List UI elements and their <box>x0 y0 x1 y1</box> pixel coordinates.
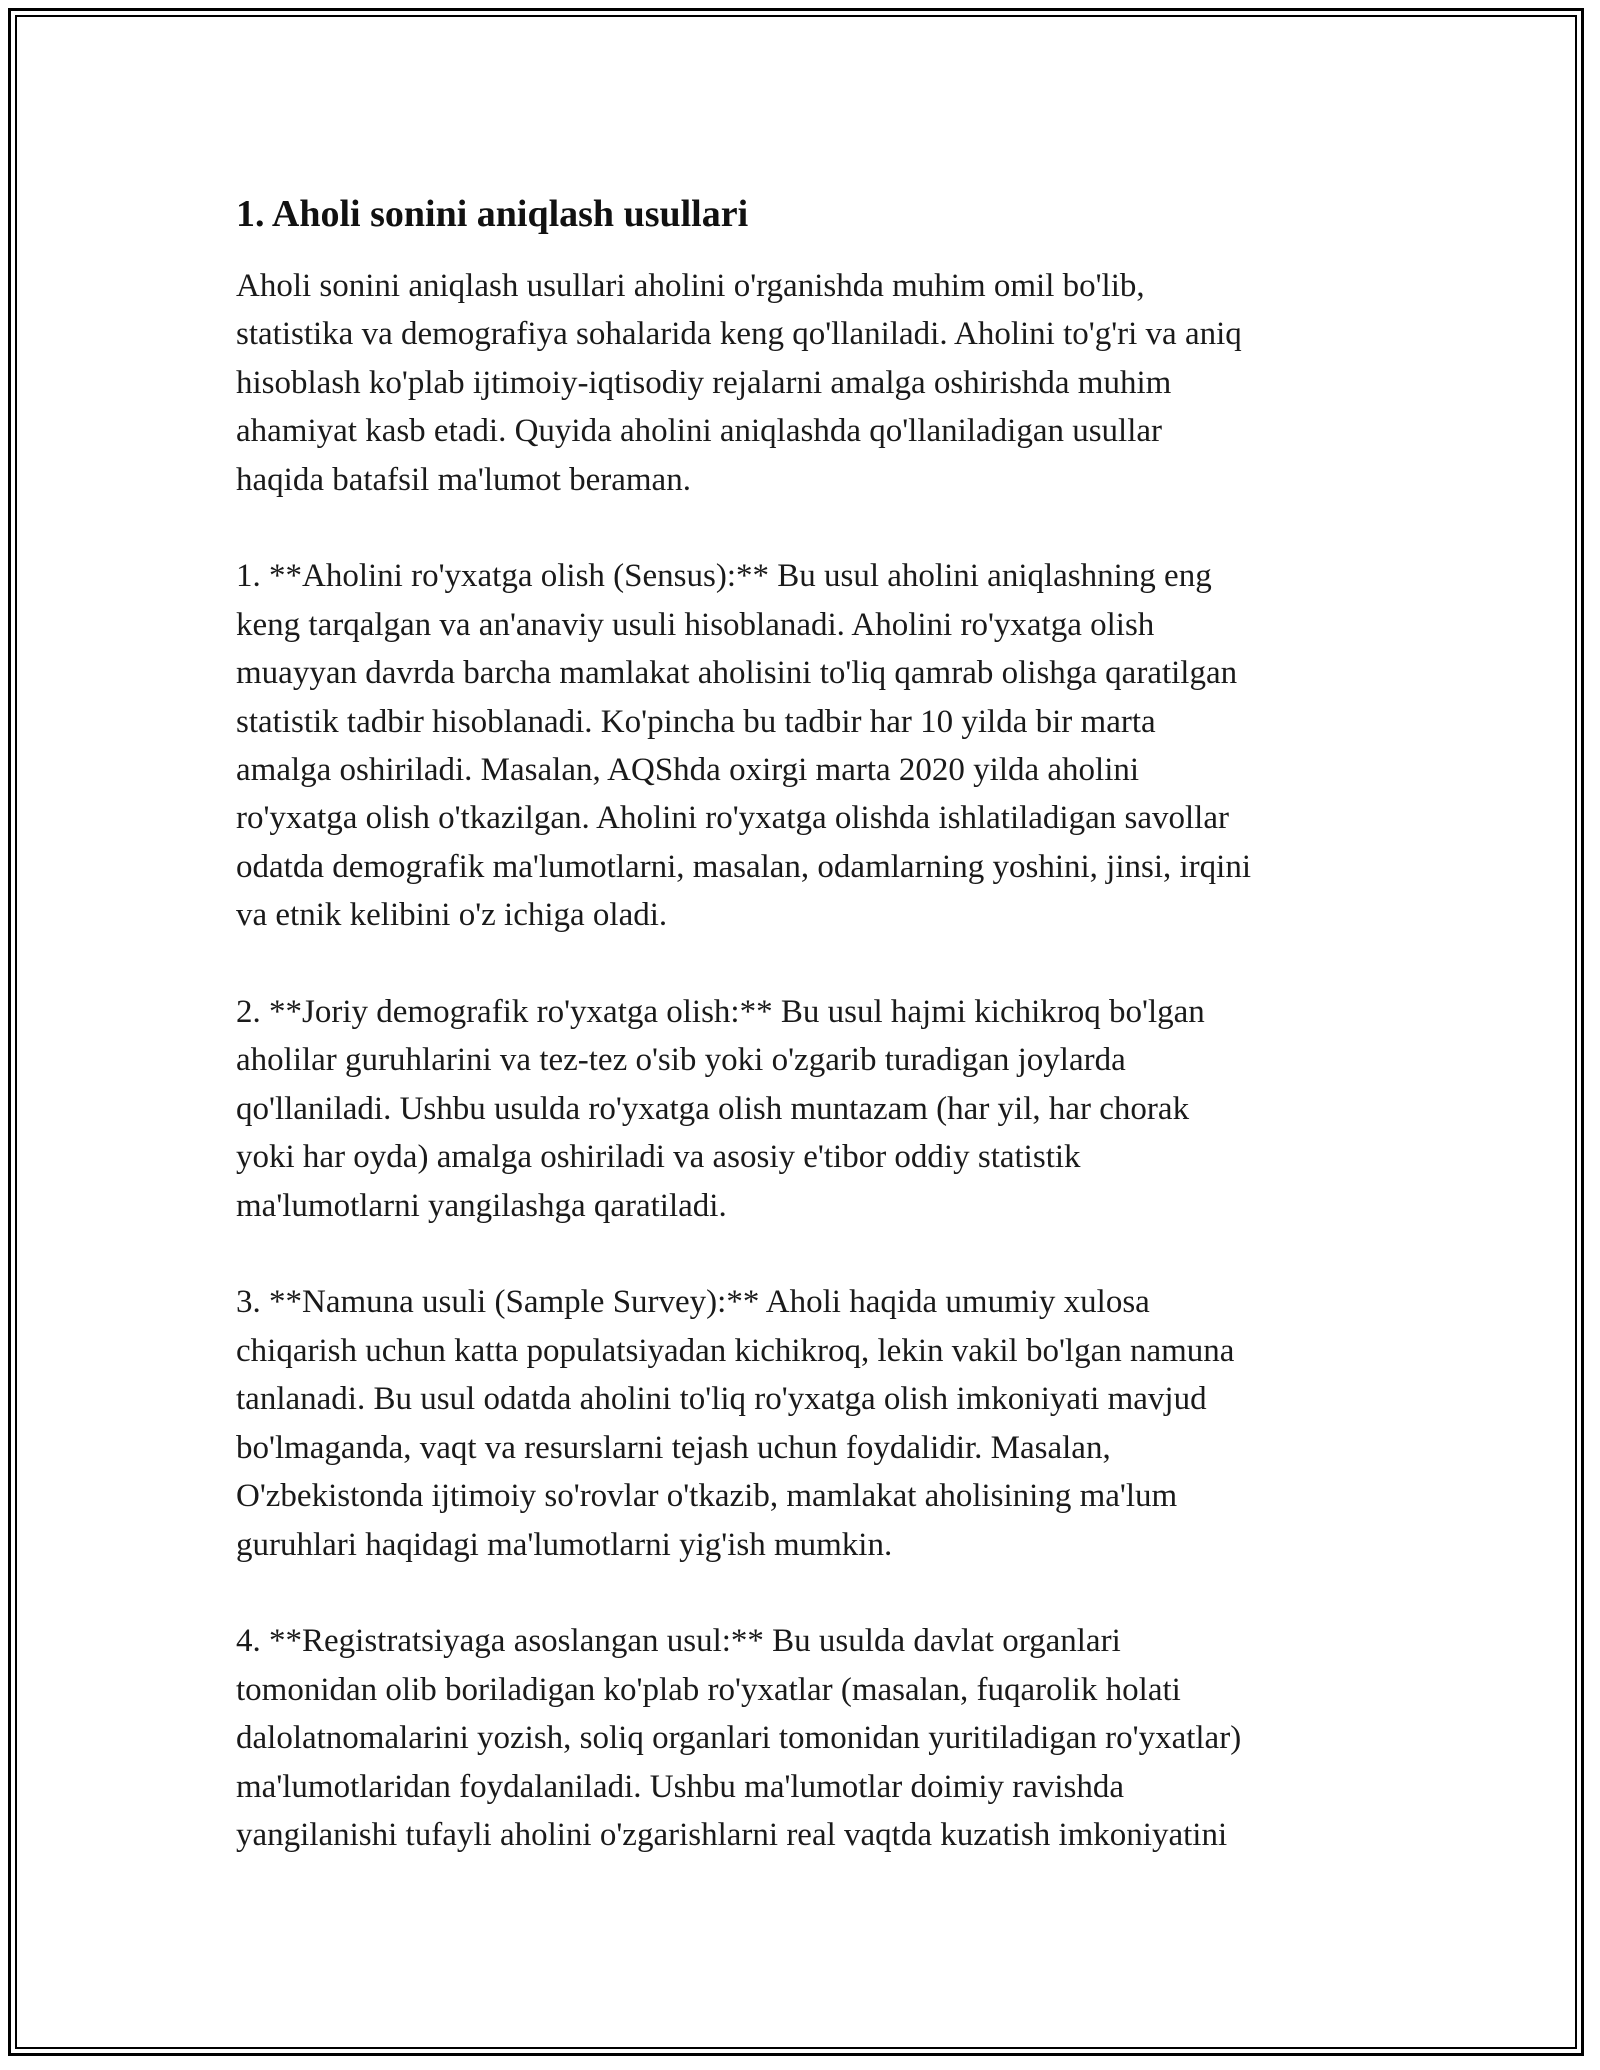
method-paragraph-sample-survey <box>236 1278 1376 1568</box>
document-body <box>236 186 1376 1908</box>
text-line: va etnik kelibini o'z ichiga oladi. <box>236 897 668 934</box>
text-line: ma'lumotlarni yangilashga qaratiladi. <box>236 1187 727 1224</box>
intro-paragraph <box>236 262 1376 504</box>
text-line: haqida batafsil ma'lumot beraman. <box>236 461 691 498</box>
text-line: amalga oshiriladi. Masalan, AQShda oxirgi marta 2020 yilda aholini <box>236 752 1140 789</box>
text-line: statistik tadbir hisoblanadi. Ko'pincha bu tadbir har 10 yilda bir marta <box>236 703 1156 740</box>
text-line: odatda demografik ma'lumotlarni, masalan, odamlarning yoshini, jinsi, irqini <box>236 848 1251 885</box>
text-line: ro'yxatga olish o'tkazilgan. Aholini ro'yxatga olishda ishlatiladigan savollar <box>236 800 1229 837</box>
text-line: 1. **Aholini ro'yxatga olish (Sensus):** Bu usul aholini aniqlashning eng <box>236 558 1212 595</box>
text-line: yangilanishi tufayli aholini o'zgarishlarni real vaqtda kuzatish imkoniyatini <box>236 1816 1228 1853</box>
text-line: keng tarqalgan va an'anaviy usuli hisoblanadi. Aholini ro'yxatga olish <box>236 606 1155 643</box>
text-line: chiqarish uchun katta populatsiyadan kichikroq, lekin vakil bo'lgan namuna <box>236 1332 1235 1369</box>
text-line: ahamiyat kasb etadi. Quyida aholini aniqlashda qo'llaniladigan usullar <box>236 413 1163 450</box>
text-line: tomonidan olib boriladigan ko'plab ro'yxatlar (masalan, fuqarolik holati <box>236 1671 1181 1708</box>
text-line: bo'lmaganda, vaqt va resurslarni tejash uchun foydalidir. Masalan, <box>236 1429 1111 1466</box>
text-line: guruhlari haqidagi ma'lumotlarni yig'ish mumkin. <box>236 1526 893 1563</box>
text-line: muayyan davrda barcha mamlakat aholisini to'liq qamrab olishga qaratilgan <box>236 655 1238 692</box>
page-title: 1. Aholi sonini aniqlash usullari <box>236 193 749 235</box>
text-line: tanlanadi. Bu usul odatda aholini to'liq ro'yxatga olish imkoniyati mavjud <box>236 1381 1207 1418</box>
text-line: qo'llaniladi. Ushbu usulda ro'yxatga olish muntazam (har yil, har chorak <box>236 1090 1190 1127</box>
text-line: O'zbekistonda ijtimoiy so'rovlar o'tkazib, mamlakat aholisining ma'lum <box>236 1478 1178 1515</box>
text-line: dalolatnomalarini yozish, soliq organlari tomonidan yuritiladigan ro'yxatlar) <box>236 1720 1242 1757</box>
text-line: aholilar guruhlarini va tez-tez o'sib yoki o'zgarib turadigan joylarda <box>236 1042 1126 1079</box>
text-line: statistika va demografiya sohalarida keng qo'llaniladi. Aholini to'g'ri va aniq <box>236 316 1242 353</box>
text-line: Aholi sonini aniqlash usullari aholini o'rganishda muhim omil bo'lib, <box>236 268 1145 304</box>
method-paragraph-registration <box>236 1617 1376 1859</box>
method-paragraph-current-registration <box>236 988 1376 1230</box>
text-line: hisoblash ko'plab ijtimoiy-iqtisodiy rejalarni amalga oshirishda muhim <box>236 364 1172 401</box>
text-line: ma'lumotlaridan foydalaniladi. Ushbu ma'lumotlar doimiy ravishda <box>236 1768 1125 1805</box>
method-paragraph-census <box>236 552 1376 939</box>
text-line: 3. **Namuna usuli (Sample Survey):** Aholi haqida umumiy xulosa <box>236 1284 1150 1321</box>
text-line: 4. **Registratsiyaga asoslangan usul:** Bu usulda davlat organlari <box>236 1623 1121 1660</box>
text-line: yoki har oyda) amalga oshiriladi va asosiy e'tibor oddiy statistik <box>236 1139 1081 1176</box>
text-line: 2. **Joriy demografik ro'yxatga olish:** Bu usul hajmi kichikroq bo'lgan <box>236 994 1205 1031</box>
